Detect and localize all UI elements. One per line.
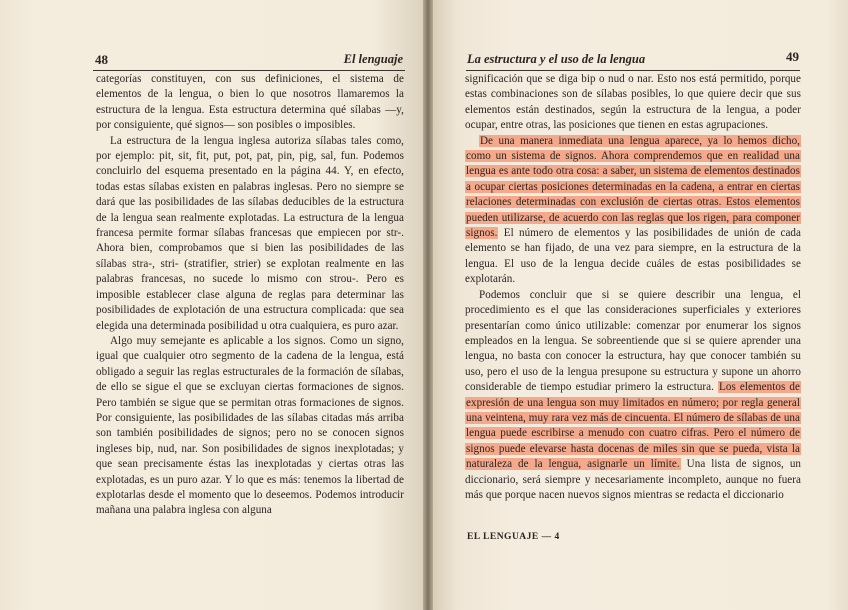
paragraph: La estructura de la lengua inglesa autoriza sílabas tales como, por ejemplo: pit, sit, fit, put, pot, pat, pin, pig, sal, fun. Podemos concluirlo del esquema presentado en la página 44. Y, en efecto, todas estas sílabas existen en palabras inglesas. Pero no siempre se dará que las posibilidades de las sílabas deducibles de la estructura de la lengua sean realmente explotadas. La estructura de la lengua francesa permite formar sílabas francesas que empiecen por str-. Ahora bien, comprobamos que si bien las posibilidades de las sílabas stra-, stri- (stratifier, strier) se explotan realmente en las palabras francesas, no sucede lo mismo con strou-. Pero es imposible establecer clase alguna de reglas para determinar las posibilidades de explotación de una estructura complicada: que sea elegida una determinada posibilidad u otra cualquiera, es puro azar. xyxy=(96,134,404,332)
header-rule xyxy=(93,70,405,71)
header-rule xyxy=(466,70,800,71)
paragraph-text: significación que se diga bip o nud o nar. Esto nos está permitido, porque estas combinaciones son de sílabas posibles, lo que quiere decir que sus elementos están destinados, según la estructura de la lengua, a poder ocupar, entre otras, las posiciones que tienen en estas agrupaciones. xyxy=(465,73,801,132)
right-page xyxy=(433,0,848,610)
running-title: El lenguaje xyxy=(343,52,403,66)
left-page-body xyxy=(96,72,404,519)
paragraph xyxy=(465,72,801,134)
highlighted-passage: Los elementos de expresión de una lengua son muy limitados en número; por regla general una veintena, muy rara vez más de cincuenta. El número de sílabas de una lengua puede escribirse a menudo con cuatro cifras. Pero el número de signos puede elevarse hasta docenas de miles sin que se pueda, vista la naturaleza de la lengua, asignarle un límite. xyxy=(466,381,800,471)
left-page xyxy=(0,0,423,610)
paragraph: Algo muy semejante es aplicable a los signos. Como un signo, igual que cualquier otro segmento de la cadena de la lengua, está obligado a seguir las reglas estructurales de la formación de sílabas, de ello se sigue el que se excluyan ciertas formaciones de signos. Pero también se sigue que se permitan otras formaciones de signos. Por consiguiente, las posibilidades de las sílabas citadas más arriba son también posibilidades de signos; pero no se conocen signos ingleses bip, nud, nar. Son posibilidades de signos inexplotadas; y que sean precisamente éstas las inexplotadas y ciertas otras las explotadas, es un puro azar. Y lo que es más: tenemos la libertad de explotarlas desde el momento que lo deseemos. Podemos introducir mañana una palabra inglesa con alguna xyxy=(96,334,404,517)
paragraph-text: Una lista de signos, un diccionario, será siempre y necesariamente incompleto, aunque no fuera más que porque nacen nuevos signos mientras se redacta el diccionario xyxy=(465,458,802,501)
page-number: 48 xyxy=(95,52,108,67)
paragraph xyxy=(465,134,801,288)
running-title: La estructura y el uso de la lengua xyxy=(467,52,646,66)
right-page-body xyxy=(465,72,801,503)
paragraph-text: El número de elementos y las posibilidades de unión de cada elemento se han fijado, de una vez para siempre, en la estructura de la lengua. El uso de la lengua decide cuáles de estas posibilidades se explotarán. xyxy=(465,227,801,286)
page-number: 49 xyxy=(786,49,799,64)
paragraph: categorías constituyen, con sus definiciones, el sistema de elementos de la lengua, o bien lo que nosotros llamaremos la estructura de la lengua. Esta estructura determina qué sílabas —y, por consiguiente, qué signos— son posibles o imposibles. xyxy=(96,73,404,132)
paragraph xyxy=(465,288,801,504)
page-footer: EL LENGUAJE — 4 xyxy=(467,532,560,542)
highlighted-passage: De una manera inmediata una lengua aparece, ya lo hemos dicho, como un sistema de signos. Ahora comprendemos que en realidad una lengua es ante todo otra cosa: a saber, un sistema de elementos destinados a ocupar ciertas posiciones determinadas en la cadena, a entrar en ciertas relaciones determinadas con exclusión de ciertas otras. Estos elementos pueden utilizarse, de acuerdo con las reglas que los rigen, para componer signos. xyxy=(466,134,800,240)
book-gutter xyxy=(423,0,433,610)
paragraph-text: Podemos concluir que si se quiere describir una lengua, el procedimiento es el que las consideraciones superficiales y exteriores presentarían como único utilizable: comenzar por enumerar los signos empleados en la lengua. Se sobreentiende que si se quiere aprender una lengua, no basta con conocer la estructura, hay que conocer también su uso, pero el uso de la lengua presupone su estructura y supone un ahorro considerable de tiempo estudiar primero la estructura. xyxy=(465,288,801,394)
